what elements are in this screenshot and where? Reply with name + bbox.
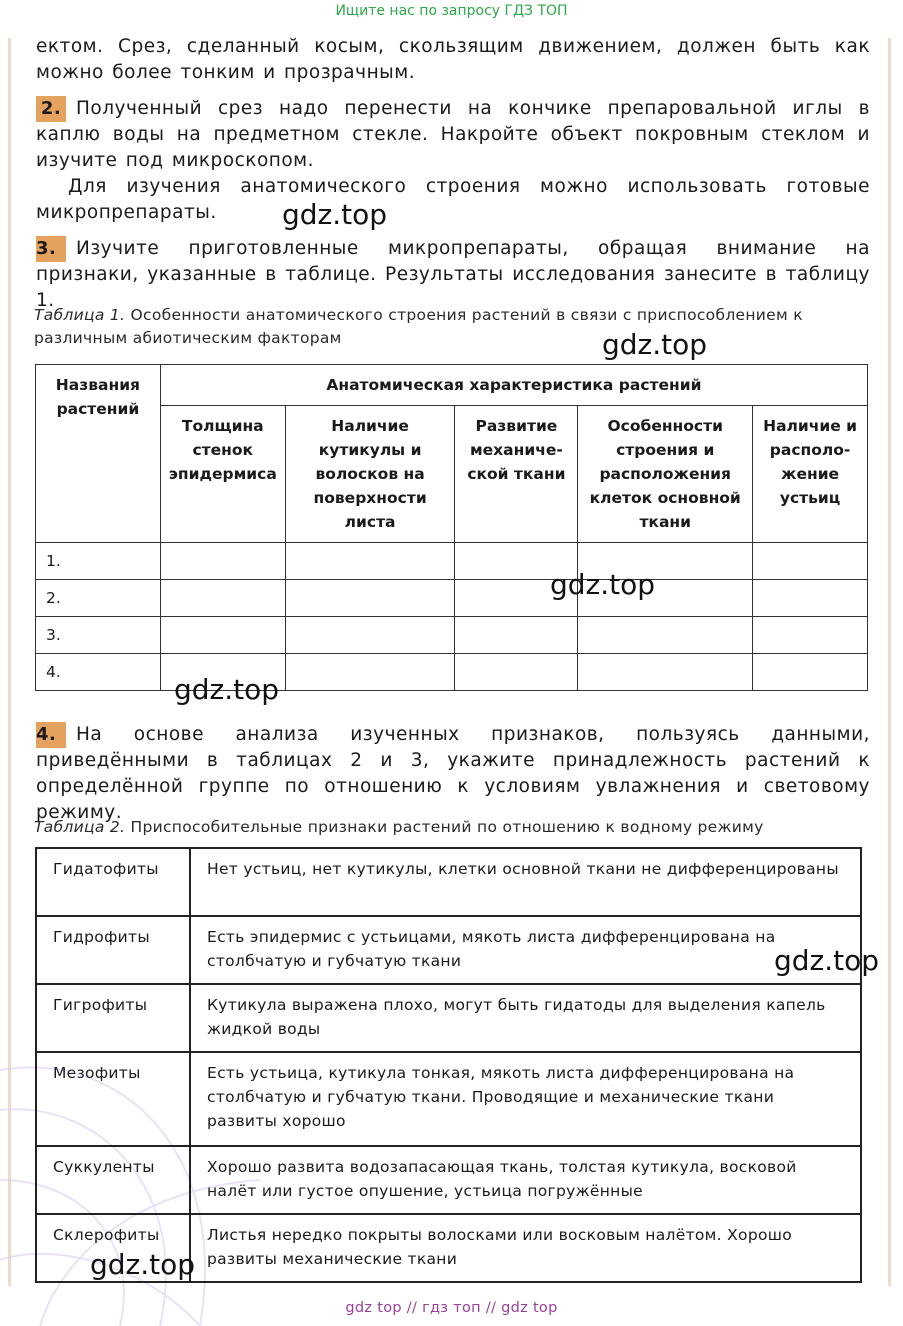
- note-paragraph: Для изучения анатомического строения можно использовать готовые микропрепараты.: [36, 176, 870, 223]
- watermark: gdz.top: [282, 198, 388, 231]
- table1-cell[interactable]: [753, 617, 868, 654]
- table1-cell[interactable]: [578, 617, 753, 654]
- table1-row-number: 1.: [36, 543, 161, 580]
- step-4-number: 4.: [36, 722, 66, 748]
- watermark: gdz.top: [550, 568, 656, 601]
- table1-cell[interactable]: [753, 654, 868, 691]
- table2-group-desc: Есть эпидермис с устьицами, мякоть листа дифференцирована на столбчатую и губчатую ткани: [190, 916, 861, 984]
- table1-row-number: 3.: [36, 617, 161, 654]
- watermark: gdz.top: [90, 1248, 196, 1281]
- watermark: gdz.top: [602, 328, 708, 361]
- table1: [35, 364, 868, 691]
- table1-row-number: 2.: [36, 580, 161, 617]
- footer-links[interactable]: gdz top // гдз топ // gdz top: [345, 1300, 558, 1316]
- table1-col-header: Наличие кутикулы и волосков на поверхности листа: [285, 406, 455, 543]
- step-2: [36, 96, 870, 174]
- table2-group-desc: Листья нередко покрыты волосками или восковым налётом. Хорошо развиты механические ткани: [190, 1214, 861, 1282]
- table2: [35, 847, 862, 1283]
- table1-cell[interactable]: [455, 617, 578, 654]
- table2-group-name: Гидатофиты: [36, 848, 190, 916]
- table1-caption-text: Особенности анатомического строения растений в связи с приспособлением к различным абиотическим факторам: [34, 306, 803, 347]
- table2-caption-text: Приспособительные признаки растений по отношению к водному режиму: [130, 818, 764, 836]
- table1-col-header: Развитие механической ткани: [455, 406, 578, 543]
- table2-caption: [34, 816, 864, 839]
- table1-caption-label: Таблица 1.: [34, 306, 126, 324]
- table2-group-desc: Кутикула выражена плохо, могут быть гидатоды для выделения капель жидкой воды: [190, 984, 861, 1052]
- table1-row: [36, 654, 868, 691]
- table2-group-name: Гидрофиты: [36, 916, 190, 984]
- watermark: gdz.top: [774, 944, 880, 977]
- watermark: gdz.top: [174, 673, 280, 706]
- table1-cell[interactable]: [753, 580, 868, 617]
- table1-cell[interactable]: [160, 580, 285, 617]
- table2-row: [36, 916, 861, 984]
- table1-row: [36, 617, 868, 654]
- table1-col-header: Толщина стенок эпидермиса: [160, 406, 285, 543]
- table1-cell[interactable]: [285, 543, 455, 580]
- table1-col-header: Наличие и расположение устьиц: [753, 406, 868, 543]
- top-banner[interactable]: Ищите нас по запросу ГДЗ ТОП: [335, 3, 568, 19]
- table2-group-desc: Есть устьица, кутикула тонкая, мякоть листа дифференцирована на столбчатую и губчатую ткани. Проводящие и механические ткани развиты хорошо: [190, 1052, 861, 1146]
- table1-col-header: Особенности строения и расположения клеток основной ткани: [578, 406, 753, 543]
- table1-header-group: Анатомическая характеристика растений: [160, 365, 867, 406]
- table2-group-desc: Хорошо развита водозапасающая ткань, толстая кутикула, восковой налёт или густое опушение, устьица погружённые: [190, 1146, 861, 1214]
- table1-cell[interactable]: [285, 580, 455, 617]
- table2-row: [36, 848, 861, 916]
- step-3: [36, 236, 870, 314]
- step-3-text: Изучите приготовленные микропрепараты, обращая внимание на признаки, указанные в таблице. Результаты исследования занесите в таблицу 1.: [36, 238, 870, 311]
- table1-row-number: 4.: [36, 654, 161, 691]
- step-4-text: На основе анализа изученных признаков, пользуясь данными, приведёнными в таблицах 2 и 3, укажите принадлежность растений к определённой группе по отношению к условиям увлажнения и световому режиму.: [36, 724, 870, 823]
- step-4: [36, 722, 870, 826]
- table1-cell[interactable]: [753, 543, 868, 580]
- table2-group-name: Суккуленты: [36, 1146, 190, 1214]
- table1-cell[interactable]: [455, 654, 578, 691]
- table1-header-names: Названия растений: [36, 365, 161, 543]
- step-3-number: 3.: [36, 236, 66, 262]
- table2-group-desc: Нет устьиц, нет кутикулы, клетки основной ткани не дифференцированы: [190, 848, 861, 916]
- table1-cell[interactable]: [160, 617, 285, 654]
- table2-row: [36, 1052, 861, 1146]
- intro-paragraph: ектом. Срез, сделанный косым, скользящим движением, должен быть как можно более тонким и прозрачным.: [36, 36, 870, 83]
- table2-group-name: Мезофиты: [36, 1052, 190, 1146]
- step-2-text: Полученный срез надо перенести на кончике препаровальной иглы в каплю воды на предметном стекле. Накройте объект покровным стеклом и изучите под микроскопом.: [36, 98, 870, 171]
- table1-cell[interactable]: [578, 654, 753, 691]
- step-2-number: 2.: [36, 96, 66, 122]
- table1-cell[interactable]: [160, 543, 285, 580]
- table1-caption: [34, 304, 864, 350]
- table1-cell[interactable]: [285, 654, 455, 691]
- table2-caption-label: Таблица 2.: [34, 818, 126, 836]
- table2-group-name: Склерофиты: [36, 1214, 190, 1282]
- table1-row: [36, 580, 868, 617]
- table2-row: [36, 1146, 861, 1214]
- table2-row: [36, 984, 861, 1052]
- table1-cell[interactable]: [285, 617, 455, 654]
- table1-row: [36, 543, 868, 580]
- table2-group-name: Гигрофиты: [36, 984, 190, 1052]
- right-margin-rule: [888, 38, 891, 1286]
